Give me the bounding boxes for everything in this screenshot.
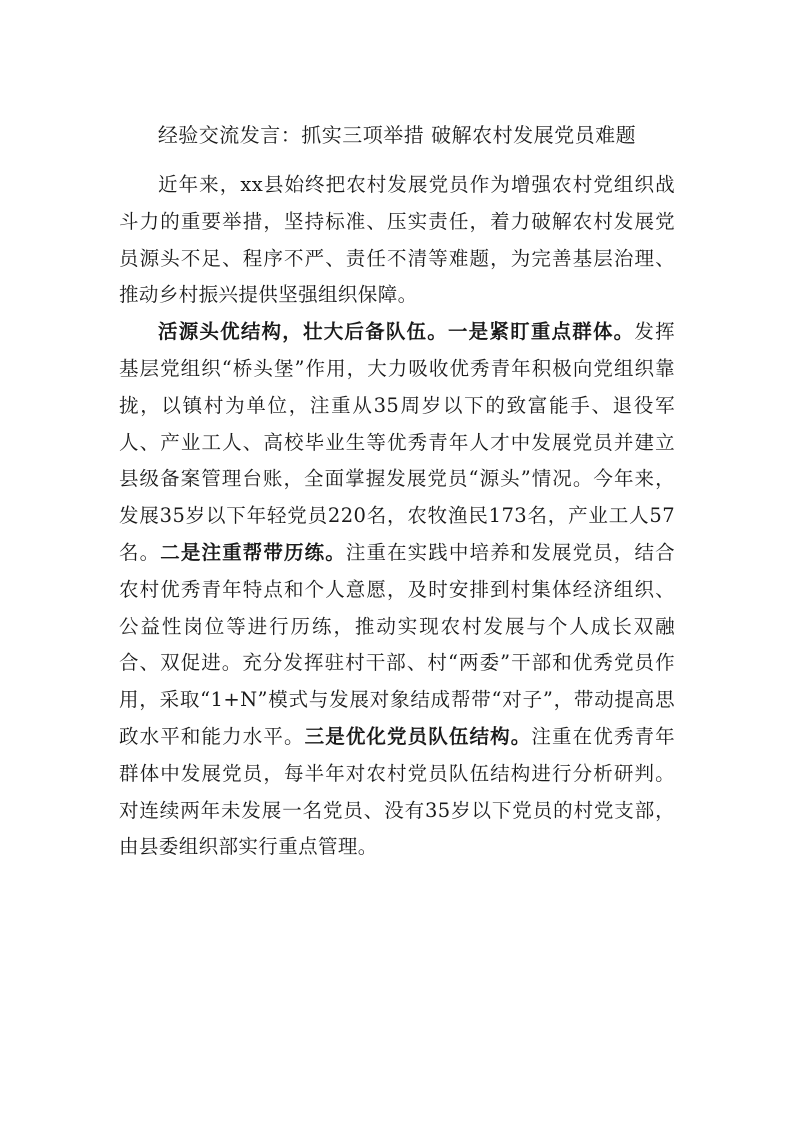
- point-one-label: 一是紧盯重点群体。: [447, 320, 635, 344]
- section-one-heading: 活源头优结构，壮大后备队伍。: [158, 320, 448, 344]
- point-one-text: 发挥基层党组织“桥头堡”作用，大力吸收优秀青年积极向党组织靠拢，以镇村为单位，注重从35周岁以下的致富能手、退役军人、产业工人、高校毕业生等优秀青年人才中发展党员并建立县级备案管理台账，全面掌握发展党员“源头”情况。今年来，发展35岁以下年轻党员220名，农牧渔民173名，产业工人57名。: [119, 320, 675, 564]
- intro-paragraph: 近年来，xx县始终把农村发展党员作为增强农村党组织战斗力的重要举措，坚持标准、压实责任，着力破解农村发展党员源头不足、程序不严、责任不清等难题，为完善基层治理、推动乡村振兴提供坚强组织保障。: [119, 173, 675, 307]
- point-two-text: 注重在实践中培养和发展党员，结合农村优秀青年特点和个人意愿，及时安排到村集体经济组织、公益性岗位等进行历练，推动实现农村发展与个人成长双融合、双促进。充分发挥驻村干部、村“两委”干部和优秀党员作用，采取“1+N”模式与发展对象结成帮带“对子”，带动提高思政水平和能力水平。: [119, 540, 676, 748]
- point-two-label: 二是注重帮带历练。: [160, 540, 346, 564]
- section-one-paragraph: [119, 314, 675, 866]
- point-three-text: 注重在优秀青年群体中发展党员，每半年对农村党员队伍结构进行分析研判。对连续两年未发展一名党员、没有35岁以下党员的村党支部，由县委组织部实行重点管理。: [119, 724, 675, 859]
- point-three-label: 三是优化党员队伍结构。: [304, 724, 532, 748]
- document-page: [119, 112, 675, 866]
- document-title: 经验交流发言：抓实三项举措 破解农村发展党员难题: [157, 123, 637, 147]
